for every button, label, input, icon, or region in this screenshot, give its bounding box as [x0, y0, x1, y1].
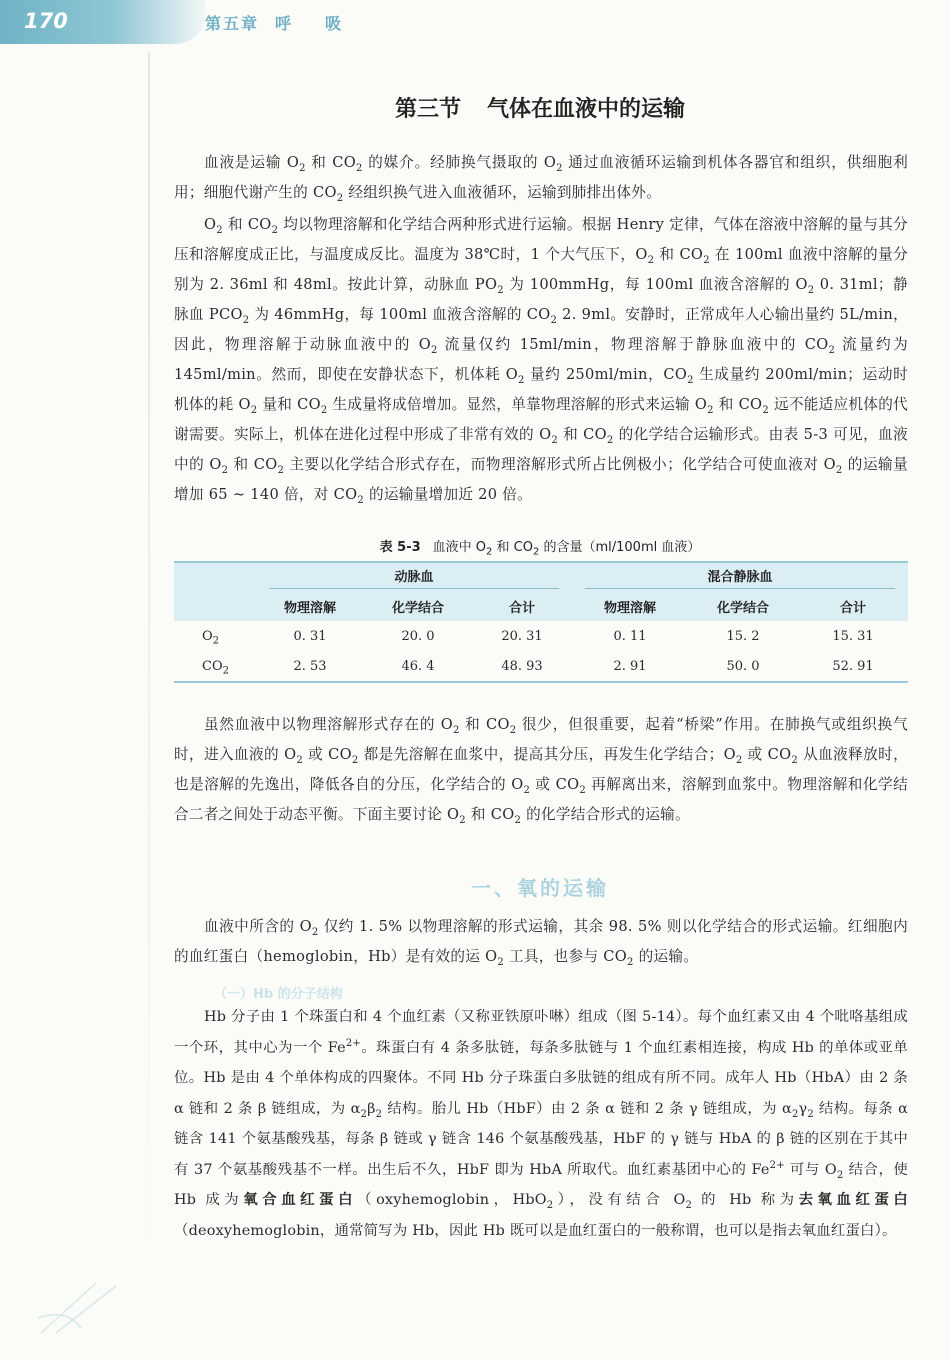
oxygen-section-title: 一、氧的运输 — [471, 876, 609, 900]
section-title-text: 气体在血液中的运输 — [487, 97, 686, 122]
term-deoxyhemoglobin: 去氧血红蛋白 — [798, 1191, 909, 1208]
margin-rule — [148, 52, 150, 1292]
chapter-heading — [205, 11, 343, 34]
gas-content-table — [174, 561, 908, 683]
paragraph-bridge: 虽然血液中以物理溶解形式存在的 $O_2$ 和 $CO_2$ 很少，但很重要，起着“桥梁”作用。在肺换气或组织换气时，进入血液的 $O_2$ 或 $CO_2$ 都是先溶解在血浆中，提高其分压，再发生化学结合；$O_2$ 或 $CO_2$ 从血液释放时，也是溶解的先逸出，降低各自的分压，化学结合的 $O_2$ 或 $CO_2$ 再解离出来，溶解到血浆中。物理溶解和化学结合二者之间处于动态平衡。下面主要讨论 $O_2$ 和 $CO_2$ 的化学结合形式的运输。 — [174, 716, 908, 826]
header-arterial: 动脉血 — [256, 562, 572, 591]
cell: 46. 4 — [364, 651, 472, 682]
header-venous: 混合静脉血 — [572, 562, 908, 591]
col-total: 合计 — [798, 591, 908, 621]
page-header — [0, 0, 950, 52]
cell: 2. 53 — [256, 651, 364, 682]
section-number: 第三节 — [394, 97, 461, 122]
cell: 0. 11 — [613, 628, 647, 644]
chapter-label: 第五章 — [205, 14, 260, 33]
table-number: 表 5-3 — [379, 540, 421, 555]
table-corner — [174, 562, 256, 591]
cell: 48. 93 — [472, 651, 572, 682]
table-header-row — [174, 562, 908, 591]
table-row — [174, 621, 908, 651]
col-total: 合计 — [472, 591, 572, 621]
col-chemical: 化学结合 — [364, 591, 472, 621]
hb-structure-heading: （一）Hb 的分子结构 — [214, 987, 343, 1002]
page-number-tab — [0, 0, 205, 44]
row-gas: $O_2$ — [202, 628, 220, 647]
cell: 2. 91 — [572, 651, 688, 682]
paragraph-dissolution: $O_2$ 和 $CO_2$ 均以物理溶解和化学结合两种形式进行运输。根据 Henry 定律，气体在溶液中溶解的量与其分压和溶解度成正比，与温度成反比。温度为 38℃时，1 个大气压下，$O_2$ 和 $CO_2$ 在 100ml 血液中溶解的量分别为 2. 36ml 和 48ml。按此计算，动脉血 $PO_2$ 为 100mmHg，每 100ml 血液含溶解的 $O_2$ 0. 31ml；静脉血 $PCO_2$ 为 46mmHg，每 100ml 血液含溶解的 $CO_2$ 2. 9ml。安静时，正常成年人心输出量约 5L/min，因此，物理溶解于动脉血液中的 $O_2$ 流量仅约 15ml/min，物理溶解于静脉血液中的 $CO_2$ 流量约为 145ml/min。然而，即使在安静状态下，机体耗 $O_2$ 量约 250ml/min，$CO_2$ 生成量约 200ml/min；运动时机体的耗 $O_2$ 量和 $CO_2$ 生成量将成倍增加。显然，单靠物理溶解的形式来运输 $O_2$ 和 $CO_2$ 远不能适应机体的代谢需要。实际上，机体在进化过程中形成了非常有效的 $O_2$ 和 $CO_2$ 的化学结合运输形式。由表 5-3 可见，血液中的 $O_2$ 和 $CO_2$ 主要以化学结合形式存在，而物理溶解形式所占比例极小；化学结合可使血液对 $O_2$ 的运输量增加 65 ~ 140 倍，对 $CO_2$ 的运输量增加近 20 倍。 — [174, 216, 909, 506]
col-chemical: 化学结合 — [688, 591, 798, 621]
term-oxyhemoglobin: 氧合血红蛋白 — [243, 1191, 358, 1208]
paragraph-oxygen: 血液中所含的 $O_2$ 仅约 1. 5% 以物理溶解的形式运输，其余 98. 5% 则以化学结合的形式运输。红细胞内的血红蛋白（hemoglobin，Hb）是有效的运 $O_2$ 工具，也参与 $CO_2$ 的运输。 — [174, 918, 908, 968]
cell: 0. 31 — [293, 628, 327, 644]
table-subheader-row — [174, 591, 908, 621]
row-gas: $CO_2$ — [174, 651, 256, 682]
cell: 15. 2 — [726, 628, 760, 644]
table-caption: 表 5-3 血液中 $O_2$ 和 $CO_2$ 的含量（ml/100ml 血液） — [379, 540, 701, 558]
table-row — [174, 651, 908, 682]
section-title — [0, 92, 950, 123]
paragraph-hb-structure: Hb 分子由 1 个珠蛋白和 4 个血红素（又称亚铁原卟啉）组成（图 5-14）。每个血红素又由 4 个吡咯基组成一个环，其中心为一个 $Fe^{2+}$。珠蛋白有 4 条多肽链，每条多肽链与 1 个血红素相连接，构成 Hb 的单体或亚单位。Hb 是由 4 个单体构成的四聚体。不同 Hb 分子珠蛋白多肽链的组成有所不同。成年人 Hb（HbA）由 2 条 α 链和 2 条 β 链组成，为 $\alpha_2\beta_2$ 结构。胎儿 Hb（HbF）由 2 条 α 链和 2 条 γ 链组成，为 $\alpha_2\gamma_2$ 结构。每条 α 链含 141 个氨基酸残基，每条 β 链或 γ 链含 146 个氨基酸残基，HbF 的 γ 链与 HbA 的 β 链的区别在于其中有 37 个氨基酸残基不一样。出生后不久，HbF 即为 HbA 所取代。血红素基团中心的 $Fe^{2+}$ 可与 $O_2$ 结合，使 Hb 成为氧合血红蛋白（oxyhemoglobin，HbO$_2$），没有结合 $O_2$ 的 Hb 称为去氧血红蛋白（deoxyhemoglobin，通常简写为 Hb，因此 Hb 既可以是血红蛋白的一般称谓，也可以是指去氧血红蛋白）。 — [174, 1009, 909, 1239]
corner-decoration-icon — [36, 1278, 126, 1338]
col-physical: 物理溶解 — [256, 591, 364, 621]
cell: 20. 0 — [401, 628, 435, 644]
cell: 20. 31 — [501, 628, 543, 644]
page-number: 170 — [24, 9, 68, 33]
paragraph-intro: 血液是运输 $O_2$ 和 $CO_2$ 的媒介。经肺换气摄取的 $O_2$ 通过血液循环运输到机体各器官和组织，供细胞利用；细胞代谢产生的 $CO_2$ 经组织换气进入血液循环，运输到肺排出体外。 — [174, 154, 908, 204]
chapter-name-part: 呼 — [275, 14, 294, 33]
cell: 50. 0 — [688, 651, 798, 682]
cell: 52. 91 — [798, 651, 908, 682]
chapter-name-part: 吸 — [325, 14, 344, 33]
cell: 15. 31 — [832, 628, 874, 644]
col-physical: 物理溶解 — [572, 591, 688, 621]
